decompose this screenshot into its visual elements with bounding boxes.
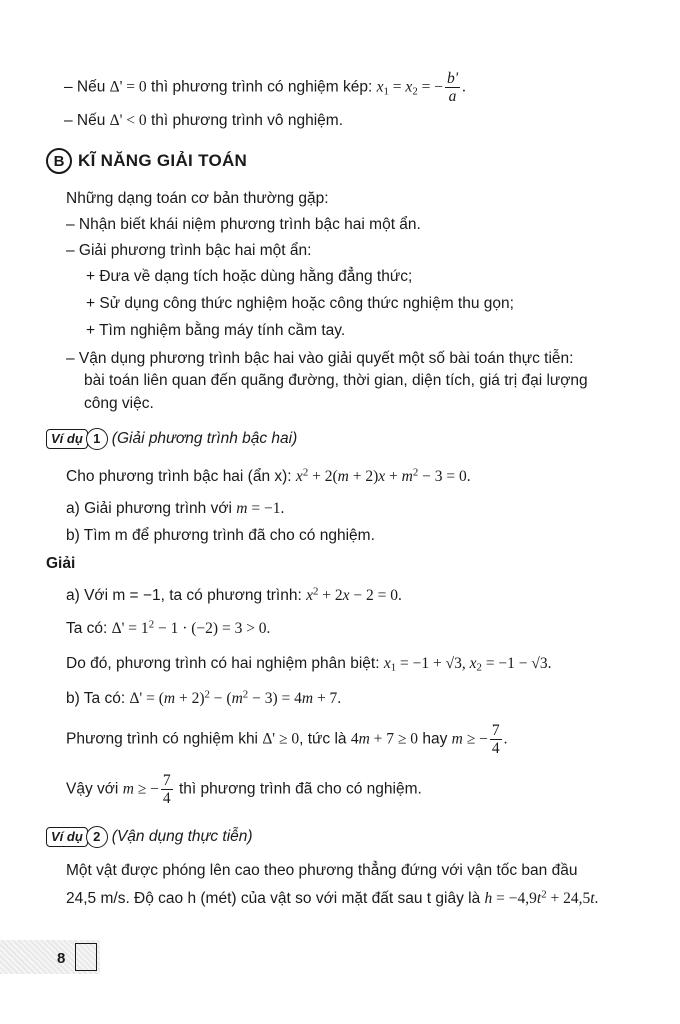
page-box-decoration [75, 943, 97, 971]
delta-zero: Δ' = 0 [109, 78, 147, 96]
solution-a-1: a) Với m = −1, ta có phương trình: $x^2 + 2x - 2 = 0$. [66, 585, 402, 604]
fraction-seven-fourths: $\frac{7}{4}$ [162, 772, 171, 808]
section-letter-badge: B [46, 148, 72, 174]
skill-item-3-end: công việc. [84, 395, 154, 412]
skill-sub-2: + Sử dụng công thức nghiệm hoặc công thức nghiệm thu gọn; [86, 295, 514, 312]
example-label: Ví dụ 2 [46, 826, 108, 848]
case-text: thì phương trình có nghiệm kép: [146, 78, 377, 96]
skill-sub-1: + Đưa về dạng tích hoặc dùng hằng đẳng thức; [86, 268, 413, 285]
question-a: a) Giải phương trình với m = −1. [66, 500, 285, 517]
skill-item-2: – Giải phương trình bậc hai một ẩn: [66, 242, 312, 259]
solution-heading: Giải [46, 555, 76, 572]
example-title: (Vận dụng thực tiễn) [111, 828, 253, 846]
solution-b-2: Phương trình có nghiệm khi Δ' ≥ 0, tức là 4m + 7 ≥ 0 hay m ≥ − $\frac{7}{4}$ . [66, 722, 508, 758]
case-double-root: – Nếu Δ' = 0 thì phương trình có nghiệm kép: $x_1 = x_2$ = − $\frac{b'}{a}$ . [64, 70, 466, 106]
case-no-root: – Nếu Δ' < 0 thì phương trình vô nghiệm. [64, 112, 344, 129]
skill-item-3: – Vận dụng phương trình bậc hai vào giải quyết một số bài toán thực tiễn: [66, 350, 574, 367]
skill-item-1: – Nhận biết khái niệm phương trình bậc hai một ẩn. [66, 216, 421, 233]
example-label: Ví dụ 1 [46, 428, 108, 450]
example-1-header [46, 428, 297, 450]
fraction-seven-fourths: $\frac{7}{4}$ [491, 722, 500, 758]
solution-b-1: b) Ta có: $\Delta' = (m + 2)^2 - (m^2 - 3) = 4m + 7$. [66, 688, 342, 707]
example-1-statement: Cho phương trình bậc hai (ẩn x): $x^2 + 2(m + 2)x + m^2 - 3 = 0$. [66, 466, 471, 485]
section-title: KĨ NĂNG GIẢI TOÁN [78, 151, 248, 170]
fraction-b-over-a: $\frac{b'}{a}$ [446, 70, 459, 106]
section-header [46, 148, 247, 174]
example-number-badge: 2 [86, 826, 108, 848]
dash-text: – Nếu [64, 78, 110, 96]
example-2-line-1: Một vật được phóng lên cao theo phương thẳng đứng với vận tốc ban đầu [66, 862, 578, 879]
question-b: b) Tìm m để phương trình đã cho có nghiệm. [66, 527, 375, 544]
solution-a-3: Do đó, phương trình có hai nghiệm phân biệt: $x_1 = -1 + √3$, $x_2 = -1 - √3$. [66, 655, 552, 674]
example-2-header [46, 826, 253, 848]
skill-sub-3: + Tìm nghiệm bằng máy tính cầm tay. [86, 322, 346, 339]
skill-item-3-cont: bài toán liên quan đến quãng đường, thời gian, diện tích, giá trị đại lượng [84, 372, 588, 389]
example-title: (Giải phương trình bậc hai) [111, 430, 298, 448]
solution-conclusion: Vậy với m ≥ − $\frac{7}{4}$ thì phương trình đã cho có nghiệm. [66, 772, 422, 808]
solution-a-2: Ta có: $\Delta' = 1^2 - 1 \cdot (-2) = 3 > 0$. [66, 618, 271, 637]
page-number: 8 [57, 950, 66, 967]
example-2-line-2: 24,5 m/s. Độ cao h (mét) của vật so với mặt đất sau t giây là $h = -4,9t^2 + 24,5t$. [66, 888, 599, 907]
example-number-badge: 1 [86, 428, 108, 450]
skills-intro: Những dạng toán cơ bản thường gặp: [66, 190, 329, 207]
